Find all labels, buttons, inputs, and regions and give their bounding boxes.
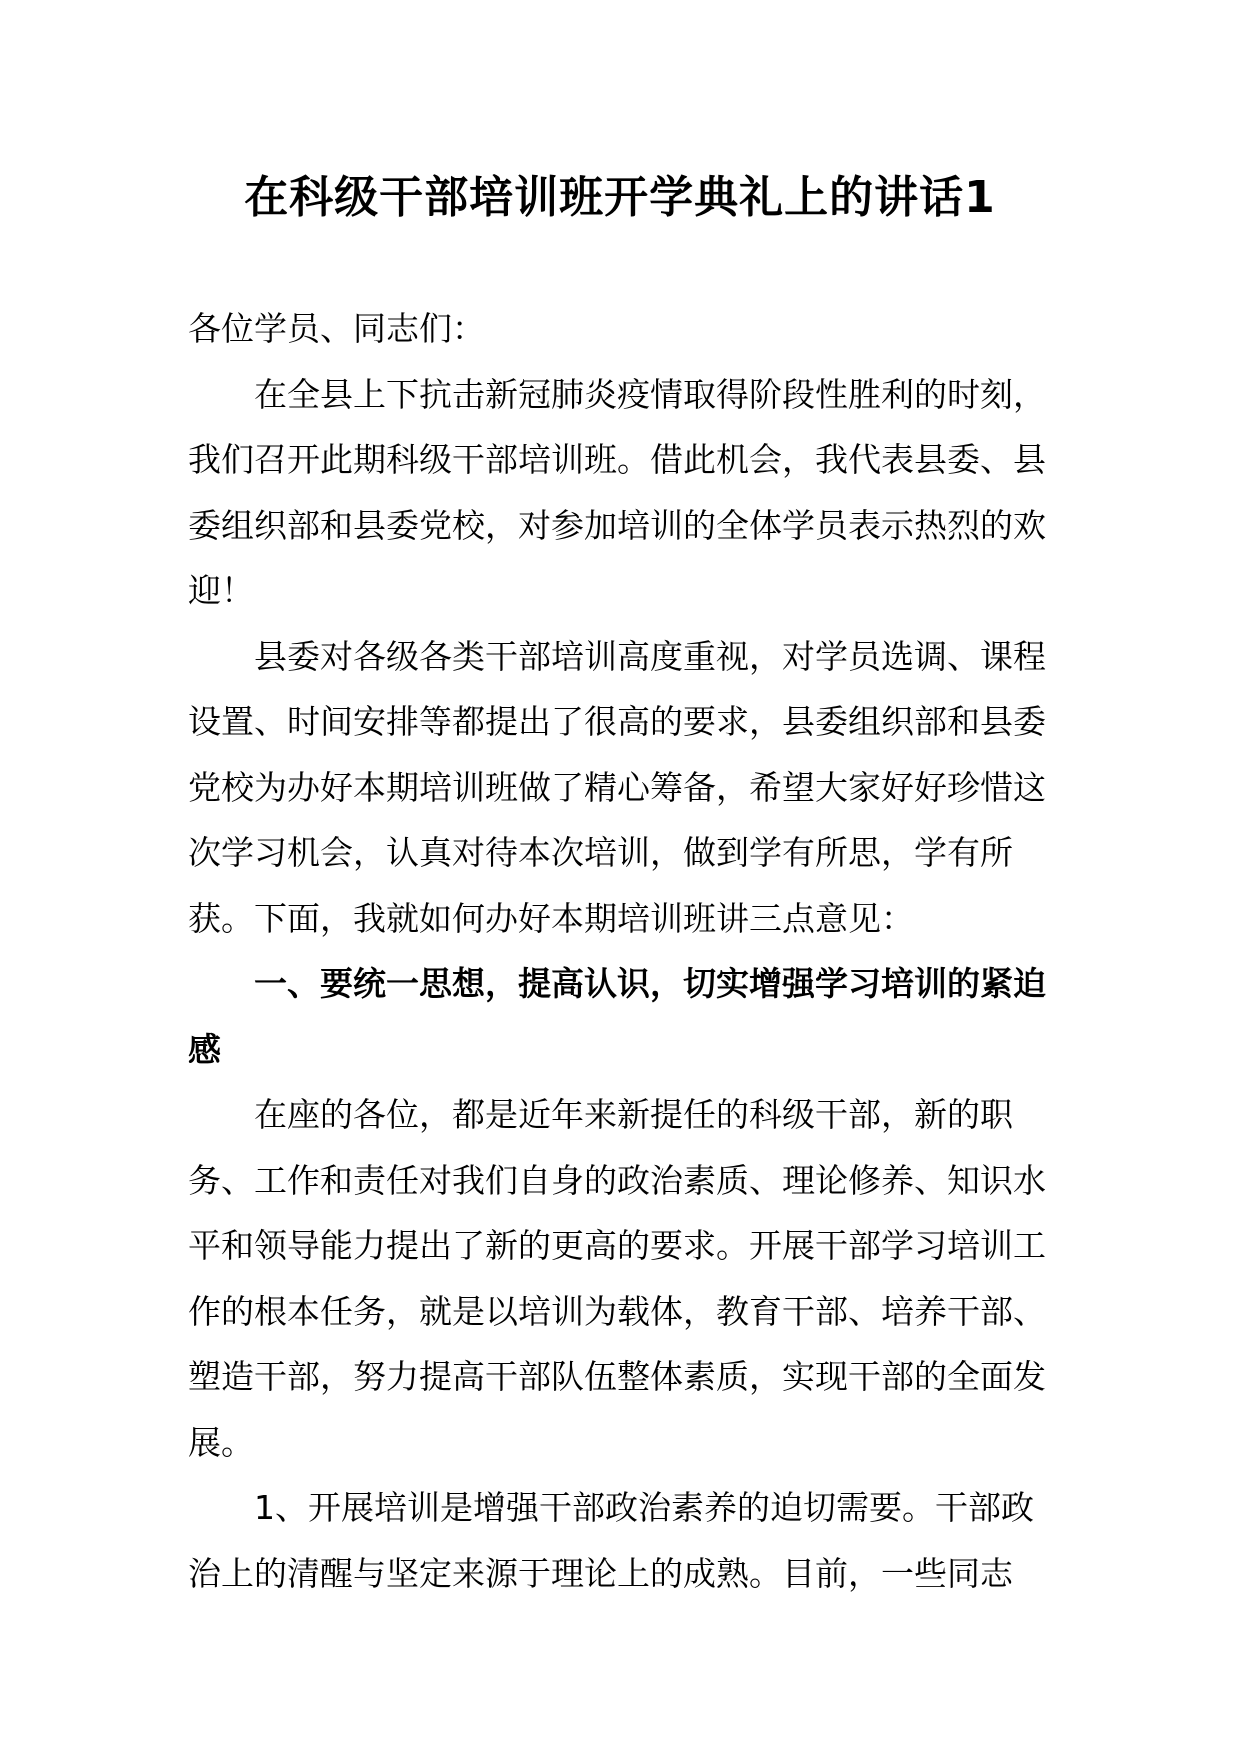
document-title: 在科级干部培训班开学典礼上的讲话1 — [244, 172, 996, 223]
document-body — [188, 296, 1052, 1606]
paragraph-opening: 在全县上下抗击新冠肺炎疫情取得阶段性胜利的时刻，我们召开此期科级干部培训班。借此机会，我代表县委、县委组织部和县委党校，对参加培训的全体学员表示热烈的欢迎！ — [188, 374, 1046, 610]
paragraph-point-1: 1、开展培训是增强干部政治素养的迫切需要。干部政治上的清醒与坚定来源于理论上的成熟。目前，一些同志 — [188, 1488, 1034, 1593]
paragraph-county-emphasis: 县委对各级各类干部培训高度重视，对学员选调、课程设置、时间安排等都提出了很高的要求，县委组织部和县委党校为办好本期培训班做了精心筹备，希望大家好好珍惜这次学习机会，认真对待本次培训，做到学有所思，学有所获。下面，我就如何办好本期培训班讲三点意见： — [188, 636, 1046, 938]
section-heading-1: 一、要统一思想，提高认识，切实增强学习培训的紧迫感 — [188, 964, 1046, 1069]
salutation: 各位学员、同志们： — [188, 309, 485, 348]
paragraph-section-1-body: 在座的各位，都是近年来新提任的科级干部，新的职务、工作和责任对我们自身的政治素质、理论修养、知识水平和领导能力提出了新的更高的要求。开展干部学习培训工作的根本任务，就是以培训为载体，教育干部、培养干部、塑造干部，努力提高干部队伍整体素质，实现干部的全面发展。 — [188, 1095, 1046, 1462]
